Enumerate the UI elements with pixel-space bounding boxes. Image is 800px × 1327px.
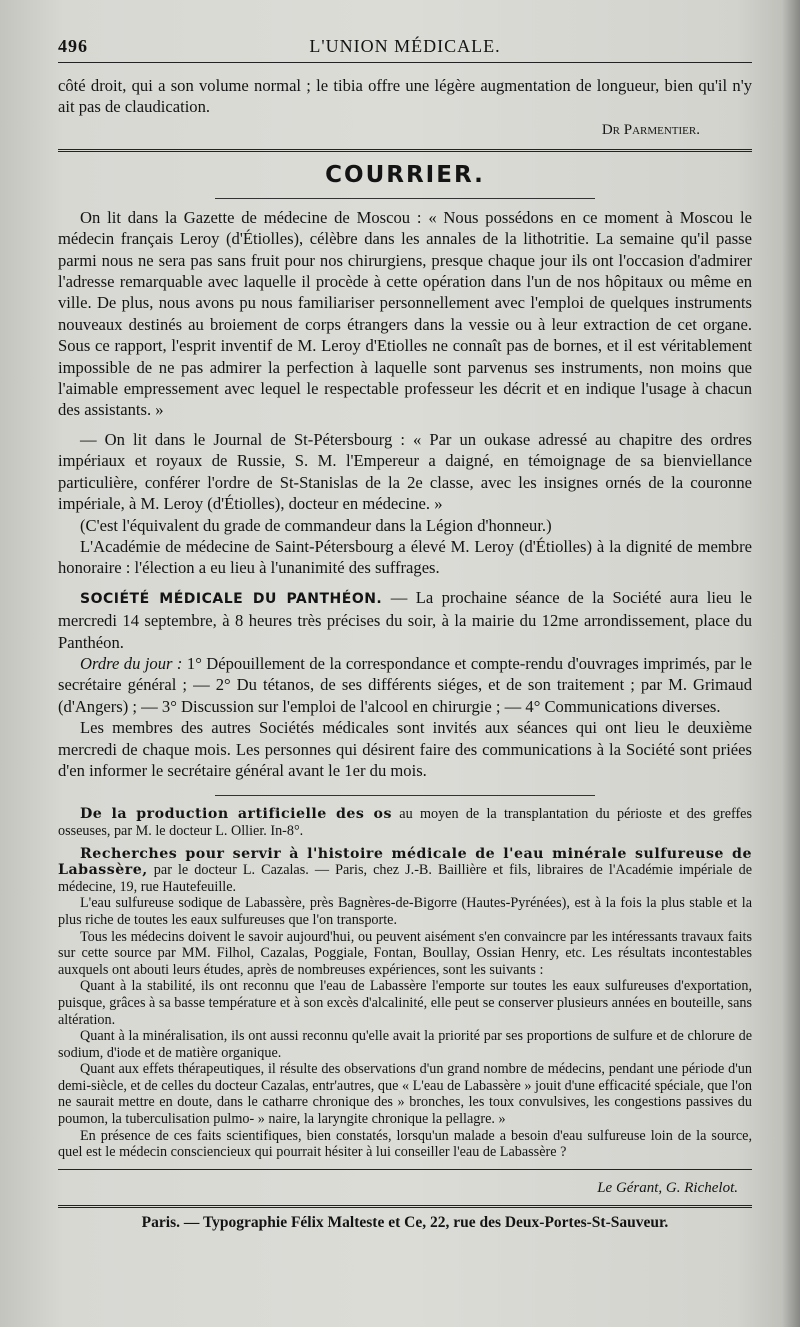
running-head [58,28,752,62]
footer-rule [58,1169,752,1170]
courrier-moscou: On lit dans la Gazette de médecine de Moscou : « Nous possédons en ce moment à Moscou le médecin français Leroy (d'Étiolles), célèbre dans les annales de la lithotritie. La semaine qu'il passe parmi nous ne sera pas sans fruit pour nos chirurgiens, presque chaque jour ils ont l'occasion d'admirer l'adresse remarquable avec laquelle il procède à cette opération dans l'un de nos hôpitaux ou même en ville. De plus, nous avons pu nous familiariser personnellement avec l'emploi de quelques instruments nouveaux destinés au broiement de corps étrangers dans la vessie ou à leur extraction de cet organe. Sous ce rapport, l'esprit inventif de M. Leroy d'Etiolles ne connaît pas de bornes, et il est véritablement impossible de ne pas admirer la perfection à laquelle sont parvenus ses instruments, non moins que l'aimable empressement avec lequel le respectable professeur les décrit et en indique l'usage à chacun des assistants. » [58,207,752,420]
gerant-signature [58,1180,752,1197]
labassere-p3: Quant à la stabilité, ils ont reconnu que l'eau de Labassère l'emporte sur toutes les eaux sulfureuses d'exportation, puisque, grâces à sa basse température et à son excès d'alcalinité, elle peut se conserver plusieurs années en bouteille, sans altération. [58,978,752,1028]
annonce-ollier-title: De la production artificielle des os [80,806,393,823]
annonce-labassere-title: Recherches pour servir à l'histoire médicale de l'eau minérale sulfureuse de Labassère, [58,845,752,879]
gerant-line: Le Gérant, G. Richelot. [597,1179,738,1196]
invitation: Les membres des autres Sociétés médicales sont invités aux séances qui ont lieu le deuxième mercredi de chaque mois. Les personnes qui désirent faire des communications à la Société sont priées d'en informer le secrétaire général avant le 1er du mois. [58,718,752,780]
annonce-labassere-text: par le docteur L. Cazalas. — Paris, chez J.-B. Baillière et fils, libraires de l'Académie impériale de médecine, 19, rue Hautefeuille. [58,862,752,895]
labassere-p5: Quant aux effets thérapeutiques, il résulte des observations d'un grand nombre de médecins, pendant une période d'un demi-siècle, et de celles du docteur Cazalas, entr'autres, que « L'eau de Labassère » jouit d'une efficacité spéciale, que l'on ne saurait mettre en doute, dans le catharre chronique des » bronches, les toux convulsives, les congestions passives du poumon, la tuberculisation pulmo- » naire, la laryngite chronique la pellagre. » [58,1061,752,1128]
section-rule [58,149,752,152]
imprint-rule [58,1205,752,1208]
courrier-petersbourg: — On lit dans le Journal de St-Pétersbourg : « Par un oukase adressé au chapitre des ordres impériaux et royaux de Russie, S. M. l'Empereur a daigné, en témoignage de sa bienviellance particulière, conférer l'ordre de St-Stanislas de la 2e classe, avec les insignes ornés de la couronne impériale, à M. Leroy (d'Étiolles), docteur en médecine. » [58,429,752,514]
courrier-academie: L'Académie de médecine de Saint-Pétersbourg a élevé M. Leroy (d'Étiolles) à la dignité de membre honoraire : l'élection a eu lieu à l'unanimité des suffrages. [58,536,752,578]
section-title: COURRIER. [325,161,485,188]
annonce-labassere [58,846,752,896]
societe-text: — La prochaine séance de la Société aura lieu le mercredi 14 septembre, à 8 heures très précises du soir, à la mairie du 12me arrondissement, place du Panthéon. [58,587,752,652]
societe-paragraph [58,587,752,653]
societe-name: SOCIÉTÉ MÉDICALE DU PANTHÉON. [80,590,383,607]
ordre-label: Ordre du jour : [80,653,183,673]
prev-article-end: côté droit, qui a son volume normal ; le tibia offre une légère augmentation de longueur, bien qu'il n'y ait pas de claudication. [58,76,752,117]
annonce-ollier-text: au moyen de la transplantation du périoste et des greffes osseuses, par M. le docteur L. Ollier. In-8°. [58,806,752,839]
ordre-text: 1° Dépouillement de la correspondance et compte-rendu d'ouvrages imprimés, par le secrétaire général ; — 2° Du tétanos, de ses différents siéges, et de son traitement ; par M. Grimaud (d'Angers) ; — 3° Discussion sur l'emploi de l'alcool en chirurgie ; — 4° Communications diverses. [58,653,752,716]
page-number: 496 [58,36,88,56]
labassere-p2: Tous les médecins doivent le savoir aujourd'hui, ou peuvent aisément s'en convaincre par les intéressants travaux faits sur cette source par MM. Filhol, Cazalas, Poggiale, Fontan, Boullay, Ossian Henry, etc. Les résultats incontestables auxquels ont abouti leurs études, après de nombreuses expériences, sont les suivants : [58,928,752,978]
courrier-equivalent: (C'est l'équivalent du grade de commandeur dans la Légion d'honneur.) [80,515,552,535]
labassere-p6: En présence de ces faits scientifiques, bien constatés, lorsqu'un malade a besoin d'eau sulfureuse loin de la source, quel est le médecin consciencieux qui pourrait hésiter à lui conseiller l'eau de Labassère ? [58,1127,752,1161]
annonce-ollier [58,806,752,839]
labassere-p4: Quant à la minéralisation, ils ont aussi reconnu qu'elle avait la priorité par ses proportions de sulfure et de chlorure de sodium, d'iode et de matière organique. [58,1028,752,1061]
page-content [58,28,752,1232]
ordre-du-jour [58,653,752,717]
journal-title: L'UNION MÉDICALE. [309,36,501,56]
labassere-p1: L'eau sulfureuse sodique de Labassère, près Bagnères-de-Bigorre (Hautes-Pyrénées), est à la fois la plus stable et la plus riche de toutes les eaux sulfureuses que l'on transporte. [58,895,752,928]
page-edge-shadow [782,0,800,1327]
imprint: Paris. — Typographie Félix Malteste et Ce, 22, rue des Deux-Portes-St-Sauveur. [141,1213,669,1231]
prev-article-signature: Dr Parmentier. [601,121,700,138]
